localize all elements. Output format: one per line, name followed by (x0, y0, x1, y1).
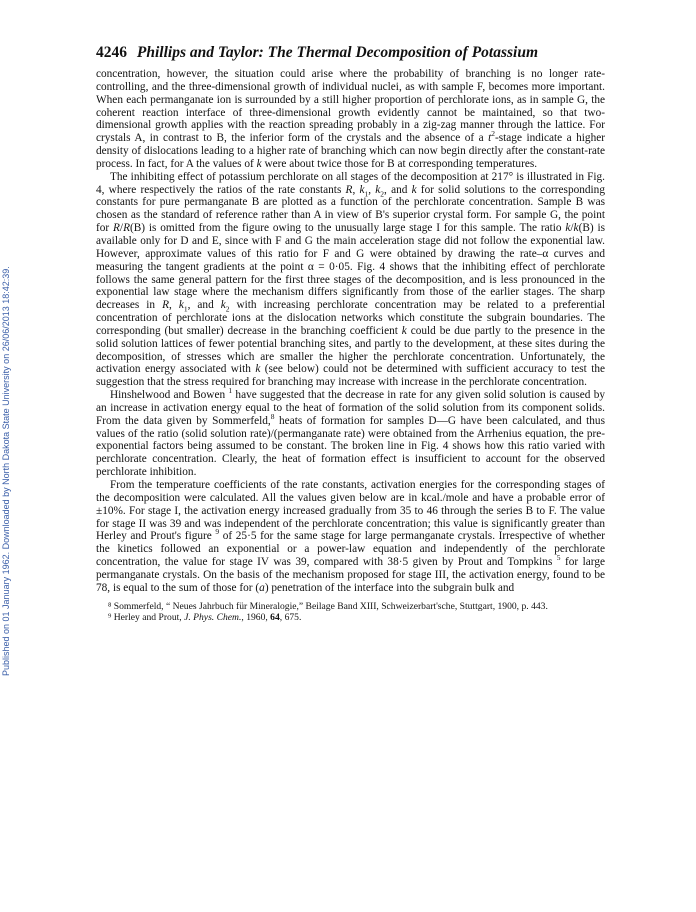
text-run: 1 (183, 304, 188, 314)
text-run: From the temperature coefficients of the rate constants, activation energies for the corresponding stages of the decomposition were calculated. All the values given below are in kcal./mole and have a probable error of ±10%. For stage I, the activation energy increased gradually from 35 to 46 through the series B to F. The value for stage II was 39 and was independent of the perchlorate concentration; this value is significantly greater than Herley and Prout's figure (96, 479, 605, 543)
text-run: (see below) could not be determined with sufficient accuracy to test the suggestion that the stress required for branching may increase with increase in the perchlorate concentration. (96, 363, 605, 389)
text-run: for solid solutions to the corresponding constants for pure permanganate B are plotted as a function of the perchlorate concentration. Sample B was chosen as the standard of reference rather than A in view of B's superior crystal form. For sample G, the point for (96, 183, 605, 235)
text-run: R (162, 299, 169, 312)
text-run: R (123, 222, 130, 235)
text-run: 9 (215, 527, 220, 537)
text-run: -stage indicate a higher density of dislocations leading to a higher rate of branching which can now begin directly after the constant-rate process. In fact, for A the values of (96, 132, 605, 170)
text-run: , and (187, 299, 221, 312)
text-run: k (220, 299, 226, 312)
text-run: J. Phys. Chem. (184, 611, 242, 623)
text-run: k (256, 157, 262, 170)
text-run: 5 (556, 553, 561, 563)
text-run: 1 (228, 386, 233, 396)
text-run: k (401, 324, 407, 337)
text-run: for large permanganate crystals. On the basis of the mechanism proposed for stage III, the activation energy, found to be 78, is equal to the sum of those for ( (96, 556, 605, 594)
text-run: k (255, 363, 261, 376)
text-run: ) penetration of the interface into the subgrain bulk and (264, 581, 515, 594)
text-run: heats of formation for samples D—G have been calculated, and thus values of the ratio (solid solution rate)/(permanganate rate) were obtained from the Arrhenius equation, the pre-exponential factors being assumed to be constant. The broken line in Fig. 4 shows how this ratio varied with perchlorate concentration. Clearly, the heat of formation effect is insufficient to account for the observed perchlorate inhibition. (96, 414, 605, 479)
text-run: k (178, 299, 184, 312)
text-run: , and (384, 183, 412, 196)
text-run: , 675. (279, 611, 302, 623)
text-run: a (259, 581, 265, 594)
text-run: 2 (225, 304, 230, 314)
paragraph (96, 171, 605, 389)
text-run: R (113, 222, 120, 235)
text-run: k (359, 183, 365, 196)
text-run: / (119, 222, 124, 235)
download-watermark-text: Published on 01 January 1962. Downloaded by North Dakota State University on 26/06/2013 18:42:39. (1, 266, 11, 676)
running-title: Phillips and Taylor: The Thermal Decomposition of Potassium (136, 44, 539, 61)
text-run: 2 (380, 188, 385, 198)
text-run: , (168, 299, 179, 312)
text-run: with increasing perchlorate concentration may be related to a preferential concentration of perchlorate ions at the dislocation networks which constitute the subgrain boundaries. The corresponding (but smaller) decrease in the branching coefficient (96, 299, 605, 337)
text-run: k (565, 222, 571, 235)
text-run: , (352, 183, 360, 196)
text-run: were about twice those for B at corresponding temperatures. (261, 157, 538, 170)
text-run: k (573, 222, 579, 235)
text-run: of 25·5 for the same stage for large permanganate crystals. Irrespective of whether the kinetics followed an exponential or a power-law equation and independently of the perchlorate concentration, the value for stage IV was 39, compared with 38·5 given by Prout and Tompkins (96, 530, 605, 569)
page-number: 4246 (96, 44, 127, 61)
text-run: k (411, 183, 417, 196)
text-run: / (570, 222, 574, 235)
text-run: ⁸ Sommerfeld, “ Neues Jahrbuch für Mineralogie,” Beilage Band XIII, Schweizerbart'sche, Stuttgart, 1900, p. 443. (108, 600, 548, 612)
footnote (96, 612, 605, 623)
text-run: , (368, 183, 376, 196)
text-run: could be due partly to the presence in the solid solution lattices of fewer potential branching sites, and partly to the development, at these sites during the decomposition, of stresses which are smaller the higher the perchlorate concentration. Unfortunately, the activation energy associated with (96, 324, 606, 376)
running-head (96, 44, 605, 62)
text-run: 8 (270, 412, 275, 422)
text-run: have suggested that the decrease in rate for any given solid solution is caused by an increase in activation energy equal to the heat of formation of the solid solution from its component solids. From the data given by Sommerfeld, (96, 389, 605, 427)
download-watermark (0, 120, 14, 680)
paragraph (96, 386, 605, 479)
footnote (96, 601, 605, 612)
text-run: t (488, 132, 492, 145)
text-run: R (345, 183, 353, 196)
paragraph (96, 479, 605, 595)
text-run: Hinshelwood and Bowen (110, 389, 229, 402)
text-run: ⁹ Herley and Prout, (108, 611, 185, 623)
footnotes (96, 601, 605, 623)
text-run: (B) is omitted from the figure owing to the unusually large stage I for this sample. The ratio (129, 222, 566, 235)
text-run: k (375, 183, 381, 196)
text-run: 64 (270, 611, 280, 623)
text-run: concentration, however, the situation could arise where the probability of branching is no longer rate-controlling, and the three-dimensional growth of individual nuclei, as with sample F, becomes more important. When each permanganate ion is surrounded by a still higher proportion of perchlorate ions, as in sample G, the coherent reaction interface of three-dimensional growth evidently cannot be maintained, so that two-dimensional growth applies with the reaction spreading probably in a zig-zag manner through the lattice. For crystals A, in contrast to B, the inferior form of the crystals and the absence of a (96, 68, 605, 145)
body-text (96, 68, 605, 595)
text-run: (B) is available only for D and E, since with F and G the main acceleration stage did not follow the exponential law. However, approximate values of this ratio for F and G were obtained by drawing the rate–α curves and measuring the tangent gradients at the point α = 0·05. Fig. 4 shows that the inhibiting effect of perchlorate follows the same general pattern for the first three stages of the decomposition, and is less pronounced in the exponential law stage where the mechanism differs significantly from those of the earlier stages. The sharp decreases in (96, 222, 605, 312)
text-run: 1 (364, 188, 369, 198)
page-content (96, 44, 605, 623)
text-run: The inhibiting effect of potassium perchlorate on all stages of the decomposition at 217° is illustrated in Fig. 4, where respectively the ratios of the rate constants (96, 170, 605, 196)
text-run: , 1960, (241, 611, 271, 623)
paragraph (96, 68, 605, 171)
text-run: 2 (491, 129, 495, 139)
